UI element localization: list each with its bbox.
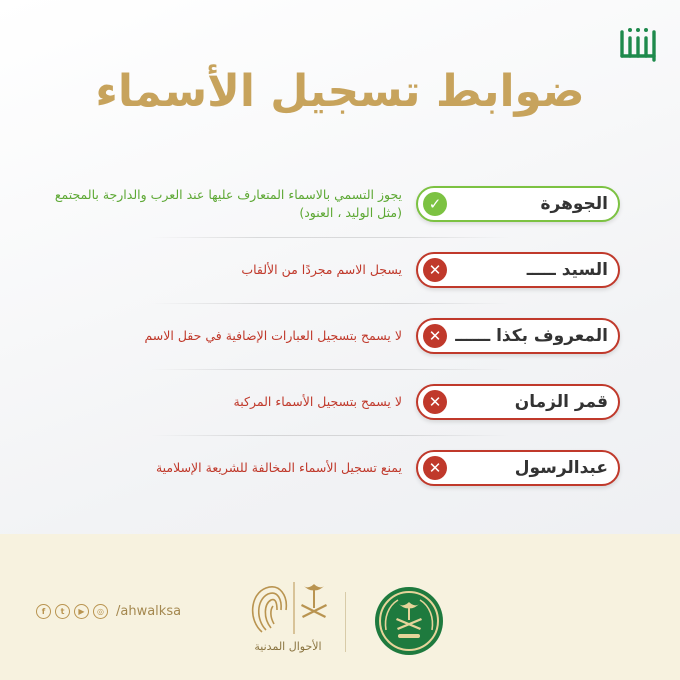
social-handle[interactable]: /ahwalksa [116, 604, 182, 619]
x-icon: ✕ [423, 324, 447, 348]
rule-row-2 [30, 238, 620, 302]
page-title: ضوابط تسجيل الأسماء [95, 66, 585, 117]
name-pill-1 [416, 186, 620, 222]
instagram-icon[interactable]: ◎ [93, 604, 108, 619]
name-label-3: المعروف بكذا ــــــ [455, 326, 608, 346]
twitter-icon[interactable]: t [55, 604, 70, 619]
rule-description-3: لا يسمح بتسجيل العبارات الإضافية في حقل الاسم [144, 328, 402, 343]
name-pill-4 [416, 384, 620, 420]
name-label-4: قمر الزمان [514, 392, 608, 412]
name-pill-3 [416, 318, 620, 354]
name-label-5: عبدالرسول [514, 458, 608, 478]
x-icon: ✕ [423, 456, 447, 480]
x-icon: ✕ [423, 258, 447, 282]
civil-affairs-name: الأحوال المدنية [254, 640, 322, 653]
name-pill-5 [416, 450, 620, 486]
x-icon: ✕ [423, 390, 447, 414]
rule-row-4 [30, 370, 620, 434]
name-label-1: الجوهرة [540, 194, 608, 214]
ministry-emblem-icon [372, 584, 446, 658]
check-icon: ✓ [423, 192, 447, 216]
rule-description-1: يجوز التسمي بالاسماء المتعارف عليها عند العرب والدارجة بالمجتمع (مثل الوليد ، العنود) [54, 187, 402, 220]
divider [345, 592, 346, 652]
youtube-icon[interactable]: ▶ [74, 604, 89, 619]
rule-description-4: لا يسمح بتسجيل الأسماء المركبة [233, 394, 402, 409]
rule-row-1 [30, 172, 620, 236]
name-label-2: السيد ـــــ [526, 260, 608, 280]
social-links [36, 604, 181, 619]
facebook-icon[interactable]: f [36, 604, 51, 619]
name-pill-2 [416, 252, 620, 288]
rule-description-5: يمنع تسجيل الأسماء المخالفة للشريعة الإسلامية [155, 460, 402, 475]
absher-logo-icon [616, 22, 662, 68]
rule-row-3 [30, 304, 620, 368]
rule-row-5 [30, 436, 620, 500]
footer [0, 534, 680, 680]
rule-description-2: يسجل الاسم مجردًا من الألقاب [241, 262, 402, 277]
